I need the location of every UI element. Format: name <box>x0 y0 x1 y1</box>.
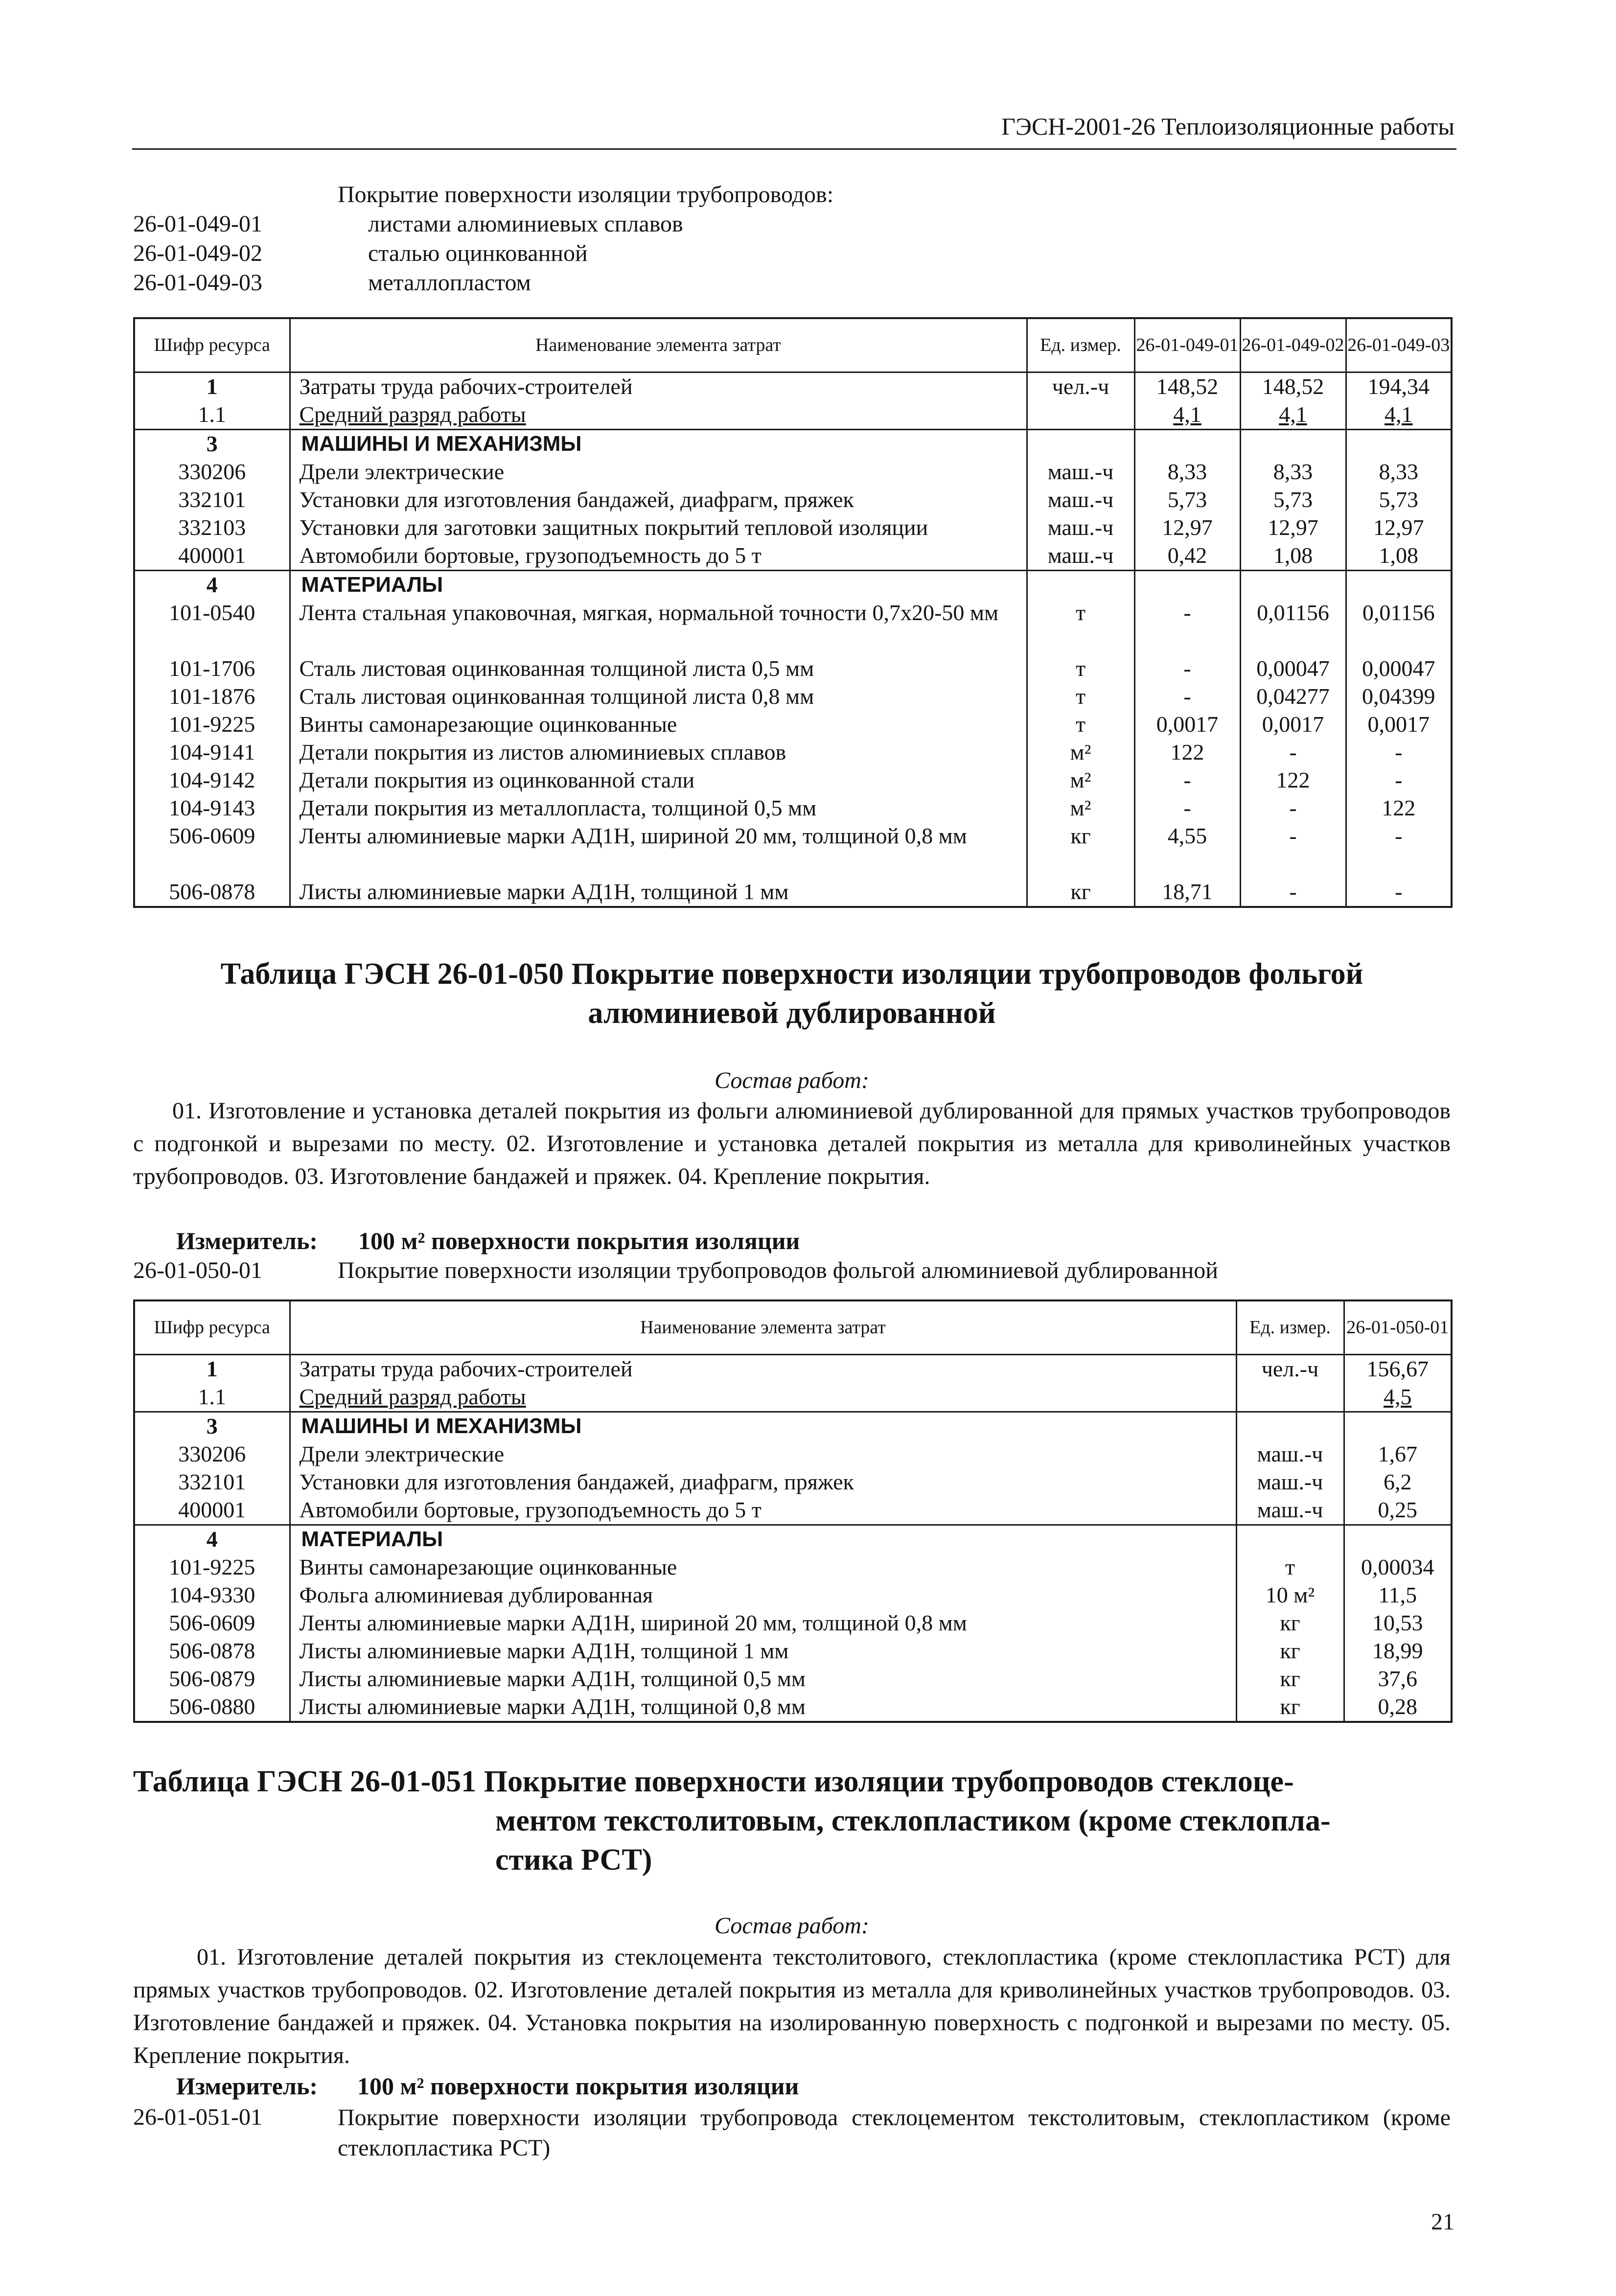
row-unit: маш.-ч <box>1027 458 1134 486</box>
col-header-name: Наименование элемента затрат <box>290 1300 1236 1354</box>
row-unit <box>1027 401 1134 430</box>
empty-cell <box>1027 570 1134 599</box>
col-header-unit: Ед. измер. <box>1027 318 1134 372</box>
row-value: 4,55 <box>1134 822 1240 878</box>
row-value: 0,28 <box>1344 1693 1452 1722</box>
measure-value: 100 м² поверхности покрытия изоляции <box>358 1227 800 1254</box>
row-value: 18,99 <box>1344 1637 1452 1665</box>
row-code: 400001 <box>134 1496 290 1525</box>
row-value: 37,6 <box>1344 1665 1452 1693</box>
row-name: Затраты труда рабочих-строителей <box>290 1354 1236 1383</box>
works-description: 01. Изготовление деталей покрытия из стеклоцемента текстолитового, стеклопластика (кроме стеклопластика РСТ) для прямых участков трубопроводов. 02. Изготовление деталей покрытия из металла для криволинейных участков трубопроводов. 03. Изготовление бандажей и пряжек. 04. Установка покрытия на изолированную поверхность с подгонкой и вырезами по месту. 05. Крепление покрытия. <box>133 1944 1451 2068</box>
resource-table-050 <box>133 1299 1453 1723</box>
empty-cell <box>1236 1525 1344 1554</box>
empty-cell <box>1346 570 1452 599</box>
row-code: 101-0540 <box>134 599 290 655</box>
table-title-050 <box>133 954 1451 1033</box>
row-code: 101-1876 <box>134 683 290 711</box>
section-title: МАШИНЫ И МЕХАНИЗМЫ <box>290 1412 1236 1440</box>
row-value: 12,97 <box>1134 514 1240 542</box>
row-unit: кг <box>1236 1665 1344 1693</box>
row-name: Листы алюминиевые марки АД1Н, толщиной 1 мм <box>290 878 1027 907</box>
row-value: 12,97 <box>1346 514 1452 542</box>
row-value: 1,08 <box>1346 542 1452 571</box>
title-line: Таблица ГЭСН 26-01-050 Покрытие поверхности изоляции трубопроводов фольгой <box>220 957 1363 991</box>
header-rule <box>132 148 1456 150</box>
row-value: - <box>1346 766 1452 794</box>
row-code: 506-0609 <box>134 822 290 878</box>
col-header-name: Наименование элемента затрат <box>290 318 1027 372</box>
row-value: - <box>1134 683 1240 711</box>
row-value: 18,71 <box>1134 878 1240 907</box>
row-name: Винты самонарезающие оцинкованные <box>290 1554 1236 1581</box>
row-value: 8,33 <box>1240 458 1346 486</box>
row-name: Дрели электрические <box>290 458 1027 486</box>
row-name: Листы алюминиевые марки АД1Н, толщиной 0,5 мм <box>290 1665 1236 1693</box>
table-row <box>134 1665 1452 1693</box>
page-number: 21 <box>1431 2209 1454 2235</box>
row-code: 101-9225 <box>134 1554 290 1581</box>
col-header-code: Шифр ресурса <box>134 318 290 372</box>
table-row <box>134 1609 1452 1637</box>
row-value: 1,67 <box>1344 1440 1452 1468</box>
table-row <box>134 1440 1452 1468</box>
table-row <box>134 822 1452 878</box>
row-code: 506-0879 <box>134 1665 290 1693</box>
row-unit: т <box>1027 683 1134 711</box>
works-caption: Состав работ: <box>715 1913 869 1939</box>
row-value: 0,01156 <box>1240 599 1346 655</box>
row-value: - <box>1240 822 1346 878</box>
row-name: Ленты алюминиевые марки АД1Н, шириной 20 мм, толщиной 0,8 мм <box>290 1609 1236 1637</box>
row-value: 0,0017 <box>1346 711 1452 739</box>
col-header-norm: 26-01-049-01 <box>1134 318 1240 372</box>
table-row <box>134 739 1452 766</box>
row-value: 0,00047 <box>1346 655 1452 683</box>
table-row <box>134 878 1452 907</box>
row-value: - <box>1134 794 1240 822</box>
col-header-norm: 26-01-049-02 <box>1240 318 1346 372</box>
row-code: 1 <box>134 1354 290 1383</box>
row-unit: кг <box>1027 822 1134 878</box>
row-code: 506-0878 <box>134 1637 290 1665</box>
item-code: 26-01-051-01 <box>133 2104 262 2130</box>
row-code: 1.1 <box>134 401 290 430</box>
row-code: 104-9142 <box>134 766 290 794</box>
table-row <box>134 599 1452 655</box>
row-name: Детали покрытия из листов алюминиевых сплавов <box>290 739 1027 766</box>
row-unit: м² <box>1027 766 1134 794</box>
row-code: 104-9143 <box>134 794 290 822</box>
row-value: 0,42 <box>1134 542 1240 571</box>
row-unit: кг <box>1236 1693 1344 1722</box>
table-section-row <box>134 570 1452 599</box>
row-code: 332103 <box>134 514 290 542</box>
row-name: Листы алюминиевые марки АД1Н, толщиной 0,8 мм <box>290 1693 1236 1722</box>
row-unit: маш.-ч <box>1027 486 1134 514</box>
row-name: Установки для изготовления бандажей, диафрагм, пряжек <box>290 1468 1236 1496</box>
row-unit: чел.-ч <box>1236 1354 1344 1383</box>
row-value: 0,04399 <box>1346 683 1452 711</box>
empty-cell <box>1240 570 1346 599</box>
row-value: 11,5 <box>1344 1581 1452 1609</box>
table-section-row <box>134 1412 1452 1440</box>
table-row <box>134 1637 1452 1665</box>
row-code: 330206 <box>134 1440 290 1468</box>
row-value: - <box>1134 655 1240 683</box>
intro-label: листами алюминиевых сплавов <box>368 211 683 237</box>
row-name: Автомобили бортовые, грузоподъемность до 5 т <box>290 1496 1236 1525</box>
table-section-row <box>134 1525 1452 1554</box>
section-title: МАТЕРИАЛЫ <box>290 1525 1236 1554</box>
table-row <box>134 486 1452 514</box>
row-value: 8,33 <box>1346 458 1452 486</box>
row-value: - <box>1346 878 1452 907</box>
table-row <box>134 683 1452 711</box>
row-unit: кг <box>1236 1637 1344 1665</box>
table-row <box>134 766 1452 794</box>
row-unit: м² <box>1027 739 1134 766</box>
col-header-unit: Ед. измер. <box>1236 1300 1344 1354</box>
row-value: 0,01156 <box>1346 599 1452 655</box>
row-name: Лента стальная упаковочная, мягкая, нормальной точности 0,7х20-50 мм <box>290 599 1027 655</box>
row-unit: 10 м² <box>1236 1581 1344 1609</box>
row-value: - <box>1240 794 1346 822</box>
row-name: Детали покрытия из металлопласта, толщиной 0,5 мм <box>290 794 1027 822</box>
row-name: Дрели электрические <box>290 1440 1236 1468</box>
empty-cell <box>1346 429 1452 458</box>
intro-code: 26-01-049-01 <box>133 211 262 237</box>
row-value: 122 <box>1240 766 1346 794</box>
row-value: - <box>1346 822 1452 878</box>
empty-cell <box>1236 1412 1344 1440</box>
row-value: 12,97 <box>1240 514 1346 542</box>
table-row <box>134 1581 1452 1609</box>
row-value: 1,08 <box>1240 542 1346 571</box>
intro-label: металлопластом <box>368 270 531 296</box>
row-code: 332101 <box>134 486 290 514</box>
row-value: 8,33 <box>1134 458 1240 486</box>
intro-code: 26-01-049-02 <box>133 240 262 266</box>
table-title-051 <box>133 1762 1451 1879</box>
row-value: 0,25 <box>1344 1496 1452 1525</box>
row-value: 10,53 <box>1344 1609 1452 1637</box>
row-code: 506-0609 <box>134 1609 290 1637</box>
works-caption: Состав работ: <box>715 1067 869 1093</box>
col-header-code: Шифр ресурса <box>134 1300 290 1354</box>
table-row <box>134 655 1452 683</box>
row-code: 1 <box>134 372 290 401</box>
row-name: Сталь листовая оцинкованная толщиной листа 0,8 мм <box>290 683 1027 711</box>
row-code: 101-9225 <box>134 711 290 739</box>
table-row <box>134 711 1452 739</box>
row-value: - <box>1346 739 1452 766</box>
table-row <box>134 458 1452 486</box>
row-value: 122 <box>1134 739 1240 766</box>
empty-cell <box>1027 429 1134 458</box>
row-value: 0,00047 <box>1240 655 1346 683</box>
row-value: 4,1 <box>1134 401 1240 430</box>
resource-table-049 <box>133 317 1453 908</box>
row-value: - <box>1240 878 1346 907</box>
table-section-row <box>134 429 1452 458</box>
row-unit <box>1236 1383 1344 1412</box>
row-unit: кг <box>1236 1609 1344 1637</box>
row-value: 4,5 <box>1344 1383 1452 1412</box>
row-unit: маш.-ч <box>1236 1468 1344 1496</box>
section-title: МАТЕРИАЛЫ <box>290 570 1027 599</box>
row-name: Автомобили бортовые, грузоподъемность до 5 т <box>290 542 1027 571</box>
title-line: ментом текстолитовым, стеклопластиком (кроме стеклопла- <box>495 1804 1331 1837</box>
row-name: Детали покрытия из оцинкованной стали <box>290 766 1027 794</box>
row-unit: т <box>1027 711 1134 739</box>
row-value: 5,73 <box>1240 486 1346 514</box>
measure-label: Измеритель: <box>176 2072 318 2100</box>
title-line: стика РСТ) <box>495 1843 652 1877</box>
row-value: 122 <box>1346 794 1452 822</box>
row-unit: т <box>1027 599 1134 655</box>
row-unit: т <box>1236 1554 1344 1581</box>
table-row <box>134 372 1452 401</box>
row-code: 4 <box>134 1525 290 1554</box>
table-row <box>134 1496 1452 1525</box>
item-label: Покрытие поверхности изоляции трубопроводов фольгой алюминиевой дублированной <box>338 1257 1218 1283</box>
running-header: ГЭСН-2001-26 Теплоизоляционные работы <box>1001 113 1454 140</box>
row-unit: маш.-ч <box>1027 542 1134 571</box>
row-value: - <box>1240 739 1346 766</box>
row-value: 0,0017 <box>1134 711 1240 739</box>
row-value: 148,52 <box>1134 372 1240 401</box>
table-row <box>134 1383 1452 1412</box>
row-unit: т <box>1027 655 1134 683</box>
row-code: 104-9330 <box>134 1581 290 1609</box>
row-code: 3 <box>134 1412 290 1440</box>
row-code: 400001 <box>134 542 290 571</box>
table-row <box>134 1468 1452 1496</box>
row-value: 156,67 <box>1344 1354 1452 1383</box>
intro-code: 26-01-049-03 <box>133 270 262 296</box>
col-header-norm: 26-01-050-01 <box>1344 1300 1452 1354</box>
row-name: Фольга алюминиевая дублированная <box>290 1581 1236 1609</box>
row-value: 6,2 <box>1344 1468 1452 1496</box>
row-code: 3 <box>134 429 290 458</box>
row-name: Ленты алюминиевые марки АД1Н, шириной 20 мм, толщиной 0,8 мм <box>290 822 1027 878</box>
row-name: Сталь листовая оцинкованная толщиной листа 0,5 мм <box>290 655 1027 683</box>
row-code: 330206 <box>134 458 290 486</box>
table-row <box>134 794 1452 822</box>
row-name: Затраты труда рабочих-строителей <box>290 372 1027 401</box>
row-unit: маш.-ч <box>1236 1496 1344 1525</box>
row-code: 506-0880 <box>134 1693 290 1722</box>
section-title: МАШИНЫ И МЕХАНИЗМЫ <box>290 429 1027 458</box>
item-label: Покрытие поверхности изоляции трубопровода стеклоцементом текстолитовым, стеклопластиком (кроме стеклопластика РСТ) <box>338 2105 1451 2161</box>
row-code: 104-9141 <box>134 739 290 766</box>
row-value: 5,73 <box>1346 486 1452 514</box>
empty-cell <box>1344 1525 1452 1554</box>
table-row <box>134 1354 1452 1383</box>
item-code: 26-01-050-01 <box>133 1257 262 1283</box>
table-row <box>134 1554 1452 1581</box>
row-unit: чел.-ч <box>1027 372 1134 401</box>
table-row <box>134 401 1452 430</box>
title-line: алюминиевой дублированной <box>588 997 996 1030</box>
measure-value: 100 м² поверхности покрытия изоляции <box>357 2072 799 2100</box>
row-value: 4,1 <box>1346 401 1452 430</box>
row-name: Средний разряд работы <box>290 401 1027 430</box>
measure-label: Измеритель: <box>176 1227 318 1254</box>
empty-cell <box>1240 429 1346 458</box>
row-value: 0,04277 <box>1240 683 1346 711</box>
row-name: Листы алюминиевые марки АД1Н, толщиной 1 мм <box>290 1637 1236 1665</box>
row-code: 4 <box>134 570 290 599</box>
intro-label: сталью оцинкованной <box>368 240 588 266</box>
row-code: 332101 <box>134 1468 290 1496</box>
row-unit: маш.-ч <box>1236 1440 1344 1468</box>
table-row <box>134 1693 1452 1722</box>
row-value: - <box>1134 599 1240 655</box>
works-description: 01. Изготовление и установка деталей покрытия из фольги алюминиевой дублированной для прямых участков трубопроводов с подгонкой и вырезами по месту. 02. Изготовление и установка деталей покрытия из металла для криволинейных участков трубопроводов. 03. Изготовление бандажей и пряжек. 04. Крепление покрытия. <box>133 1098 1451 1189</box>
row-value: 148,52 <box>1240 372 1346 401</box>
row-value: - <box>1134 766 1240 794</box>
row-value: 0,0017 <box>1240 711 1346 739</box>
row-code: 101-1706 <box>134 655 290 683</box>
row-name: Установки для заготовки защитных покрытий тепловой изоляции <box>290 514 1027 542</box>
row-unit: маш.-ч <box>1027 514 1134 542</box>
row-value: 5,73 <box>1134 486 1240 514</box>
empty-cell <box>1134 429 1240 458</box>
row-unit: м² <box>1027 794 1134 822</box>
row-unit: кг <box>1027 878 1134 907</box>
row-name: Средний разряд работы <box>290 1383 1236 1412</box>
title-line: Таблица ГЭСН 26-01-051 Покрытие поверхности изоляции трубопроводов стеклоце- <box>133 1765 1294 1798</box>
col-header-norm: 26-01-049-03 <box>1346 318 1452 372</box>
table-row <box>134 542 1452 571</box>
row-value: 194,34 <box>1346 372 1452 401</box>
empty-cell <box>1134 570 1240 599</box>
row-name: Винты самонарезающие оцинкованные <box>290 711 1027 739</box>
table-row <box>134 514 1452 542</box>
row-value: 0,00034 <box>1344 1554 1452 1581</box>
intro-heading: Покрытие поверхности изоляции трубопроводов: <box>338 182 834 208</box>
empty-cell <box>1344 1412 1452 1440</box>
row-name: Установки для изготовления бандажей, диафрагм, пряжек <box>290 486 1027 514</box>
row-code: 1.1 <box>134 1383 290 1412</box>
row-value: 4,1 <box>1240 401 1346 430</box>
row-code: 506-0878 <box>134 878 290 907</box>
